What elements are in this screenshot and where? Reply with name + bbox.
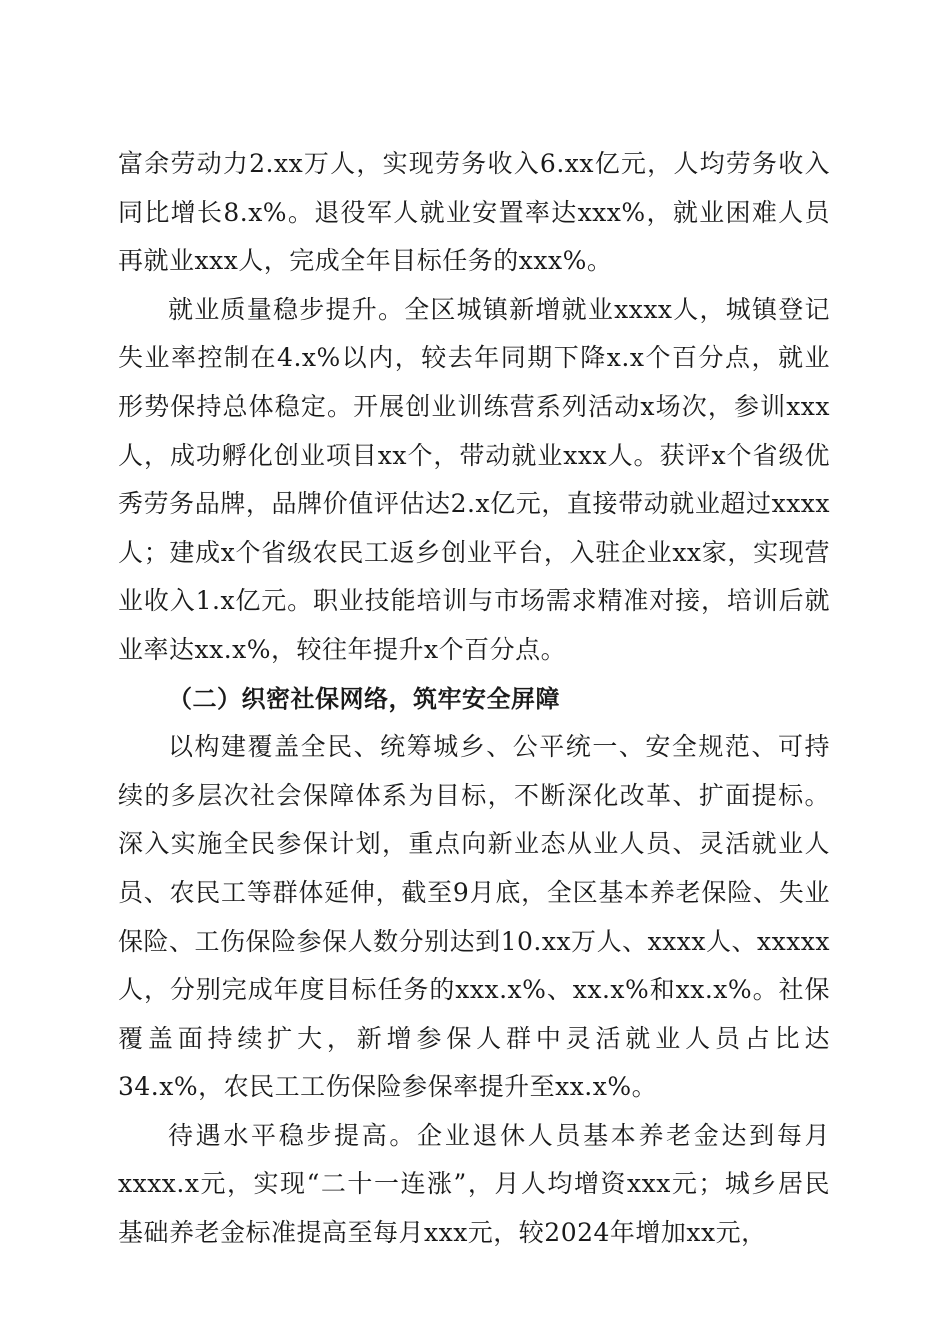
paragraph-continuation: 富余劳动力2.xx万人，实现劳务收入6.xx亿元，人均劳务收入同比增长8.x%。退役军人就业安置率达xxx%，就业困难人员再就业xxx人，完成全年目标任务的xxx%。 [118, 149, 830, 276]
section-heading-social-security: （二）织密社保网络，筑牢安全屏障 [168, 684, 560, 713]
paragraph-benefit-levels: 待遇水平稳步提高。企业退休人员基本养老金达到每月xxxx.x元，实现“二十一连涨”，月人均增资xxx元；城乡居民基础养老金标准提高至每月xxx元，较2024年增加xx元， [118, 1120, 830, 1248]
paragraph-social-security: 以构建覆盖全民、统筹城乡、公平统一、安全规范、可持续的多层次社会保障体系为目标，不断深化改革、扩面提标。深入实施全民参保计划，重点向新业态从业人员、灵活就业人员、农民工等群体延伸，截至9月底，全区基本养老保险、失业保险、工伤保险参保人数分别达到10.xx万人、xxxx人、xxxxx人，分别完成年度目标任务的xxx.x%、xx.x%和xx.x%。社保覆盖面持续扩大，新增参保人群中灵活就业人员占比达34.x%，农民工工伤保险参保率提升至xx.x%。 [118, 732, 830, 1102]
paragraph-employment-quality: 就业质量稳步提升。全区城镇新增就业xxxx人，城镇登记失业率控制在4.x%以内，较去年同期下降x.x个百分点，就业形势保持总体稳定。开展创业训练营系列活动x场次，参训xxx人，成功孵化创业项目xx个，带动就业xxx人。获评x个省级优秀劳务品牌，品牌价值评估达2.x亿元，直接带动就业超过xxxx人；建成x个省级农民工返乡创业平台，入驻企业xx家，实现营业收入1.x亿元。职业技能培训与市场需求精准对接，培训后就业率达xx.x%，较往年提升x个百分点。 [118, 294, 830, 664]
document-body [118, 140, 830, 1258]
